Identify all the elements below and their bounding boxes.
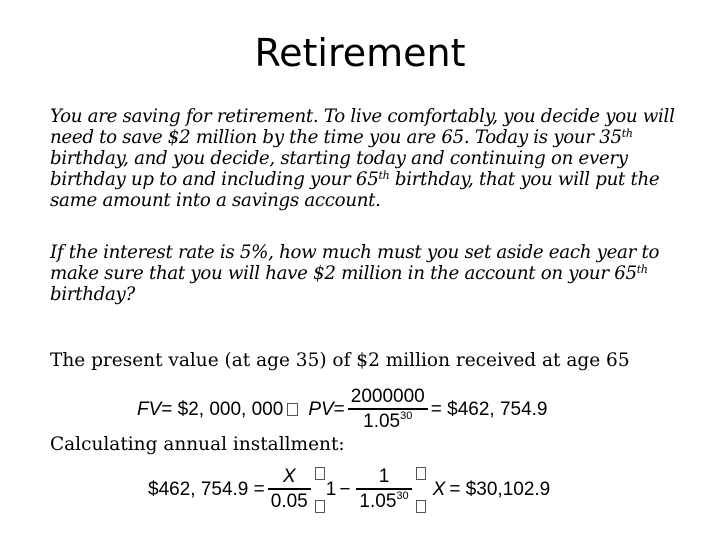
missing-glyph-icon xyxy=(315,467,325,513)
one-numerator: 1 xyxy=(378,466,390,487)
discount-denominator: 1.05$^{30}$ xyxy=(359,489,409,512)
problem-text-1: You are saving for retirement. To live comfortably, you decide you will need to save $2 million by the time you are 65. Today is your 35 xyxy=(50,106,675,148)
problem-text-3: birthday, that you will put the same amount into a savings account. xyxy=(50,169,660,211)
pv-numerator: 2000000 xyxy=(350,386,425,407)
calculation-label: Calculating annual installment: xyxy=(50,434,345,455)
pv-fraction xyxy=(348,386,428,434)
fv-label: FV xyxy=(137,398,162,420)
pv-label: PV xyxy=(308,398,334,420)
slide-title: Retirement xyxy=(254,31,466,75)
present-value-text: The present value (at age 35) of $2 million received at age 65 xyxy=(50,350,630,371)
pv-result: = $462, 754.9 xyxy=(430,398,548,420)
present-value-equation xyxy=(137,386,548,434)
rate-denominator: 0.05 xyxy=(270,490,308,512)
question-paragraph xyxy=(50,242,700,305)
ordinal-suffix: th xyxy=(636,263,648,276)
x-result: = $30,102.9 xyxy=(449,478,551,500)
ordinal-suffix: th xyxy=(378,169,390,182)
ordinal-suffix: th xyxy=(621,127,633,140)
x-label: X xyxy=(432,478,446,500)
x-numerator: X xyxy=(282,466,296,487)
equals-sign: = xyxy=(333,398,345,420)
problem-paragraph xyxy=(50,106,700,211)
question-text-1: If the interest rate is 5%, how much must you set aside each year to make sure that you will have $2 million in the account on your 65 xyxy=(50,242,660,284)
annuity-lhs: $462, 754.9 = xyxy=(148,478,265,500)
x-over-r-fraction xyxy=(268,466,311,514)
minus-sign: − xyxy=(339,478,351,500)
question-text-2: birthday? xyxy=(50,284,135,305)
discount-fraction xyxy=(356,466,411,514)
one: 1 xyxy=(325,478,337,500)
annuity-equation xyxy=(148,466,550,514)
fv-value: = $2, 000, 000 xyxy=(161,398,284,420)
missing-glyph-icon xyxy=(416,467,426,513)
missing-glyph-icon xyxy=(287,403,298,416)
pv-denominator: 1.05$^{30}$ xyxy=(363,409,413,432)
problem-text-2: birthday, and you decide, starting today and continuing on every birthday up to and including your 65 xyxy=(50,148,628,190)
